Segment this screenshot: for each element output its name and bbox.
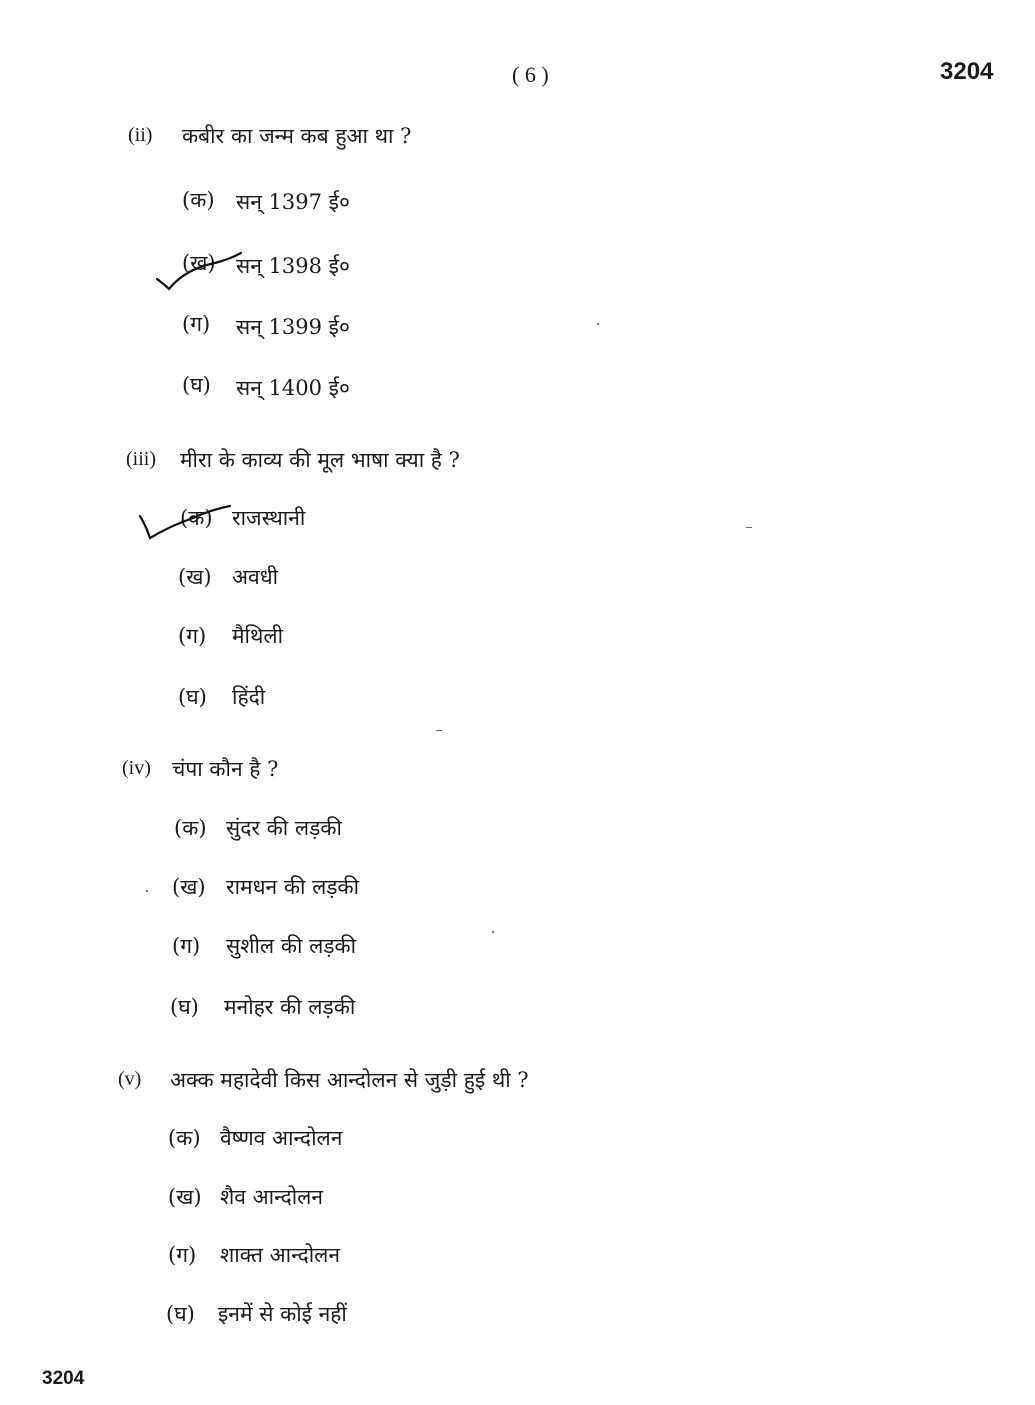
- question-number: (ii): [128, 124, 153, 146]
- option-label: (घ): [166, 1302, 195, 1326]
- option-label: (ख): [178, 565, 212, 589]
- option-text: सन् 1399 ई०: [236, 315, 350, 339]
- option-text: सन् 1398 ई०: [236, 254, 350, 278]
- question-text: कबीर का जन्म कब हुआ था ?: [182, 124, 412, 148]
- paper-code-bottom: 3204: [42, 1368, 85, 1389]
- option-label: (ख): [172, 875, 206, 899]
- option-text: हिंदी: [232, 685, 266, 709]
- option-label: (ग): [172, 934, 201, 958]
- scan-mark: [436, 730, 442, 731]
- question-text: चंपा कौन है ?: [172, 757, 279, 781]
- option-text: सुशील की लड़की: [226, 934, 357, 958]
- option-text: मनोहर की लड़की: [224, 995, 356, 1019]
- option-text: मैथिली: [232, 624, 284, 648]
- question-number: (iv): [122, 757, 151, 779]
- option-label: (क): [182, 188, 215, 212]
- option-label: (क): [168, 1126, 201, 1150]
- answer-tick-mark: [155, 245, 245, 295]
- option-label: (घ): [178, 685, 207, 709]
- option-label: (ख): [182, 251, 216, 275]
- option-label: (ग): [168, 1243, 197, 1267]
- scan-speck: [597, 323, 599, 325]
- option-text: अवधी: [232, 565, 279, 589]
- question-text: मीरा के काव्य की मूल भाषा क्या है ?: [180, 448, 460, 472]
- option-text: इनमें से कोई नहीं: [218, 1302, 347, 1326]
- option-text: राजस्थानी: [232, 506, 306, 530]
- option-label: (ख): [168, 1185, 202, 1209]
- option-text: शैव आन्दोलन: [220, 1185, 324, 1209]
- scan-speck: [492, 931, 494, 933]
- option-text: रामधन की लड़की: [226, 875, 360, 899]
- option-label: (क): [174, 816, 207, 840]
- option-label: (घ): [182, 373, 211, 397]
- question-number: (v): [118, 1068, 142, 1090]
- option-label: (क): [180, 506, 213, 530]
- option-text: वैष्णव आन्दोलन: [220, 1126, 343, 1150]
- scan-mark: [746, 527, 752, 528]
- option-text: सुंदर की लड़की: [226, 816, 342, 840]
- option-label: (घ): [170, 995, 199, 1019]
- option-text: सन् 1397 ई०: [236, 190, 350, 214]
- option-label: (ग): [182, 312, 211, 336]
- question-number: (iii): [126, 448, 156, 470]
- question-text: अक्क महादेवी किस आन्दोलन से जुड़ी हुई थी ?: [170, 1068, 529, 1092]
- option-text: सन् 1400 ई०: [236, 376, 350, 400]
- answer-tick-mark: [138, 500, 233, 545]
- paper-code-top: 3204: [940, 58, 994, 85]
- scan-speck: [146, 890, 148, 892]
- option-text: शाक्त आन्दोलन: [220, 1243, 341, 1267]
- option-label: (ग): [178, 624, 207, 648]
- page-number: ( 6 ): [512, 62, 549, 87]
